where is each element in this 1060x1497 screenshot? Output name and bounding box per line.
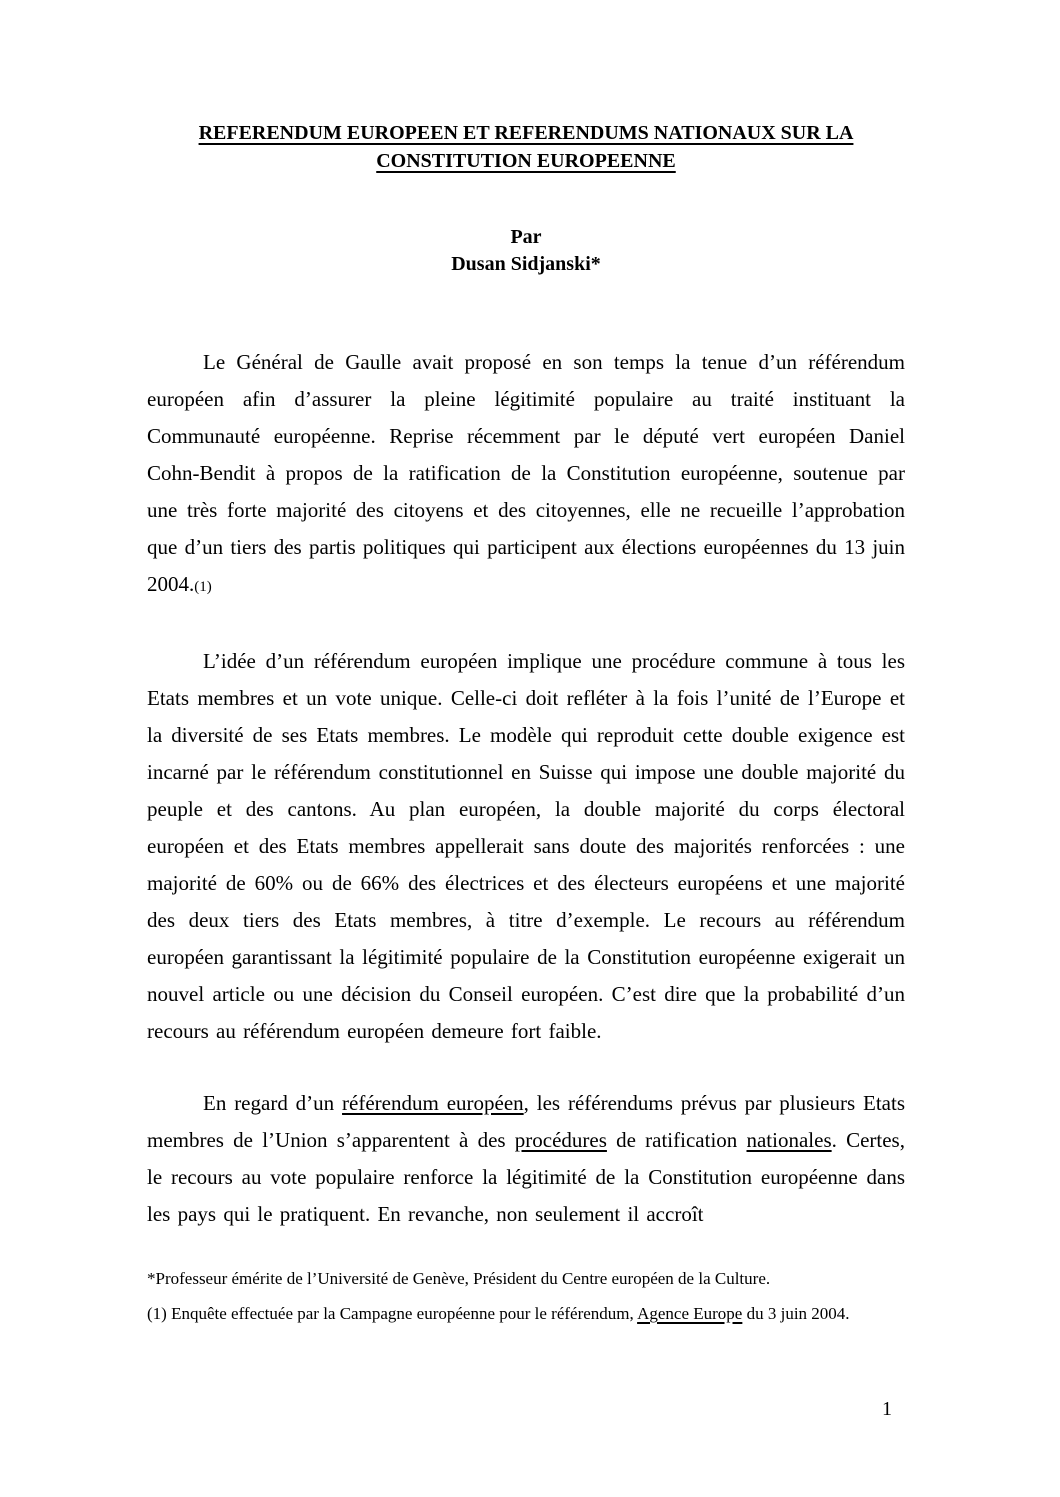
paragraph-3-segment-7: . Certes, le recours au vote populaire renforce la légitimité de la Constitution européenne dans les pays qui le pratiquent. En revanche, non seulement il accroît	[147, 1128, 905, 1226]
paragraph-3-underlined-procedures: procédures	[514, 1128, 607, 1152]
footnote-1-text: (1) Enquête effectuée par la Campagne européenne pour le référendum,	[147, 1304, 638, 1323]
footnote-1-text-end: du 3 juin 2004.	[742, 1304, 850, 1323]
paragraph-1	[147, 344, 905, 606]
paragraph-3	[147, 1085, 905, 1233]
paragraph-3-segment-5: de ratification	[606, 1128, 747, 1152]
footnotes-block	[147, 1261, 919, 1331]
paragraph-3-segment-3: , les référendums prévus par plusieurs Etats membres de l’Union s’apparentent à des	[147, 1091, 905, 1152]
title-line-1: REFERENDUM EUROPEEN ET REFERENDUMS NATIONAUX SUR LA	[198, 122, 854, 144]
paragraph-2-text: L’idée d’un référendum européen implique une procédure commune à tous les Etats membres et un vote unique. Celle-ci doit refléter à la fois l’unité de l’Europe et la diversité de ses Etats membres. Le modèle qui reproduit cette double exigence est incarné par le référendum constitutionnel en Suisse qui impose une double majorité du peuple et des cantons. Au plan européen, la double majorité du corps électoral européen et des Etats membres appellerait sans doute des majorités renforcées : une majorité de 60% ou de 66% des électrices et des électeurs européens et une majorité des deux tiers des Etats membres, à titre d’exemple. Le recours au référendum européen garantissant la légitimité populaire de la Constitution européenne exigerait un nouvel article ou une décision du Conseil européen. C’est dire que la probabilité d’un recours au référendum européen demeure fort faible.	[147, 649, 905, 1043]
paragraph-2	[147, 643, 905, 1050]
paragraph-3-segment-1: En regard d’un	[203, 1091, 343, 1115]
footnote-1	[147, 1296, 919, 1331]
paragraph-3-underlined-nationales: nationales	[746, 1128, 832, 1152]
byline	[147, 224, 905, 278]
document-title	[147, 119, 905, 175]
paragraph-1-text: Le Général de Gaulle avait proposé en son temps la tenue d’un référendum européen afin d’assurer la pleine légitimité populaire au traité instituant la Communauté européenne. Reprise récemment par le député vert européen Daniel Cohn-Bendit à propos de la ratification de la Constitution européenne, soutenue par une très forte majorité des citoyens et des citoyennes, elle ne recueille l’approbation que d’un tiers des partis politiques qui participent aux élections européennes du 13 juin 2004.	[147, 350, 905, 596]
paragraph-3-underlined-referendum-europeen: référendum européen	[342, 1091, 524, 1115]
footnote-author-note: *Professeur émérite de l’Université de Genève, Président du Centre européen de la Culture.	[147, 1269, 771, 1288]
footnote-1-underlined-agence-europe: Agence Europe	[637, 1304, 743, 1323]
byline-author: Dusan Sidjanski*	[451, 253, 601, 275]
byline-par: Par	[510, 226, 542, 248]
page-number: 1	[882, 1398, 892, 1420]
title-line-2: CONSTITUTION EUROPEENNE	[376, 150, 676, 172]
footnote-reference-1: (1)	[194, 579, 212, 595]
